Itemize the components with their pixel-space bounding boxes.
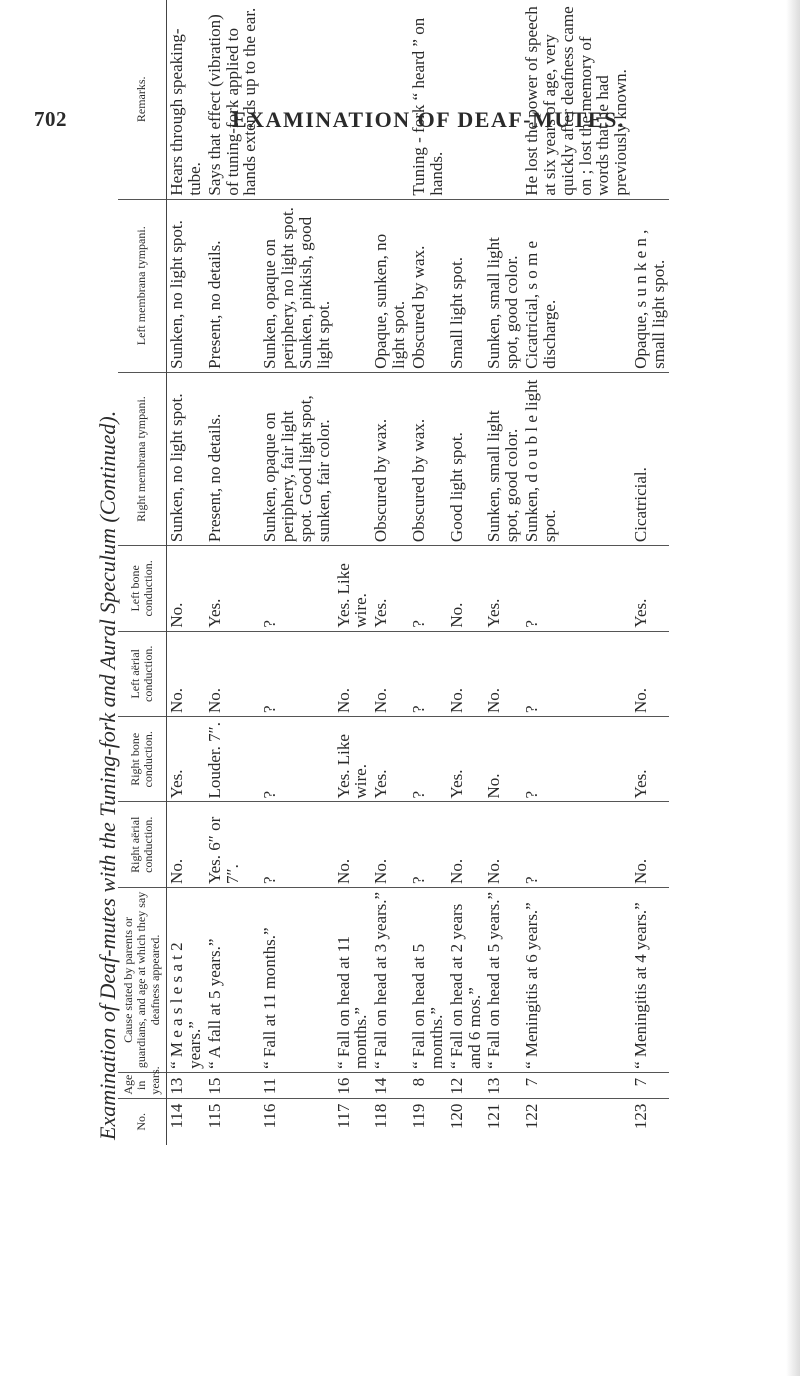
cell-left-membrana: Opaque, s u n k e n , small light spot.	[631, 199, 669, 372]
col-header-cause: Cause stated by parents or guardians, and age at which they say deafness appeared.	[118, 887, 167, 1072]
cell-left-membrana: Sunken, small light spot, good color.	[484, 199, 522, 372]
col-header-left-bone: Left bone conduction.	[118, 546, 167, 631]
cell-right-aerial: No.	[371, 802, 409, 887]
cell-remarks: Says that effect (vibration) of tuning-fork applied to hands extends up to the ear.	[205, 0, 261, 199]
col-header-right-bone: Right bone conduction.	[118, 717, 167, 802]
cell-age: 8	[409, 1072, 447, 1098]
cell-no: 119	[408, 1103, 428, 1129]
cell-right-membrana: Present, no details.	[205, 372, 261, 545]
cell-right-aerial: No.	[484, 802, 522, 887]
cell-left-aerial: No.	[631, 631, 669, 716]
table-row	[522, 0, 631, 1145]
table-body	[167, 0, 669, 1145]
table-title: Examination of Deaf-mutes with the Tuning-fork and Aural Speculum (Continued).	[95, 410, 120, 1140]
cell-remarks	[371, 0, 409, 199]
cell-right-bone: Yes. Like wire.	[334, 717, 372, 802]
cell-left-bone: ?	[522, 546, 631, 631]
cell-left-aerial: No.	[371, 631, 409, 716]
col-header-no: No.	[118, 1098, 167, 1145]
cell-right-bone: Yes.	[371, 717, 409, 802]
cell-left-aerial: No.	[167, 631, 205, 716]
cell-remarks	[447, 0, 485, 199]
table-row	[334, 0, 372, 1145]
table-row	[205, 0, 261, 1145]
cell-left-bone: No.	[447, 546, 485, 631]
page-number: 702	[34, 107, 67, 131]
cell-right-bone: Yes.	[447, 717, 485, 802]
rotated-table-block	[118, 0, 718, 1145]
cell-no: 116	[260, 1103, 280, 1129]
cell-right-membrana: Cicatricial.	[631, 372, 669, 545]
cell-left-aerial: ?	[522, 631, 631, 716]
cell-right-aerial: No.	[631, 802, 669, 887]
cell-cause: “ Meningitis at 4 years.”	[631, 887, 669, 1072]
cell-age: 13	[167, 1072, 205, 1098]
cell-age: 11	[260, 1072, 333, 1098]
cell-age: 7	[631, 1072, 669, 1098]
cell-right-aerial: ?	[522, 802, 631, 887]
cell-remarks	[484, 0, 522, 199]
cell-cause: “ Fall on head at 5 months.”	[409, 887, 447, 1072]
cell-right-aerial: Yes. 6″ or 7″.	[205, 802, 261, 887]
cell-left-aerial: No.	[484, 631, 522, 716]
cell-left-membrana: Present, no details.	[205, 199, 261, 372]
cell-left-bone: Yes.	[371, 546, 409, 631]
cell-no: 117	[333, 1103, 353, 1129]
cell-left-aerial: No.	[205, 631, 261, 716]
cell-right-bone: Louder. 7″.	[205, 717, 261, 802]
cell-right-membrana	[334, 372, 372, 545]
cell-no: 118	[371, 1103, 391, 1129]
cell-remarks	[260, 0, 333, 199]
cell-right-aerial: ?	[409, 802, 447, 887]
cell-remarks: He lost the power of speech at six years of age, very quickly after deafness came on ; lost the memory of words that he had previously known.	[522, 0, 631, 199]
cell-cause: “ Fall on head at 3 years.”	[371, 887, 409, 1072]
cell-cause: “ A fall at 5 years.”	[205, 887, 261, 1072]
col-header-age: Age in years.	[118, 1072, 167, 1098]
table-row	[167, 0, 205, 1145]
cell-left-membrana: Sunken, no light spot.	[167, 199, 205, 372]
col-header-right-membrana: Right membrana tympani.	[118, 372, 167, 545]
cell-cause: “ Fall at 11 months.”	[260, 887, 333, 1072]
cell-right-membrana: Obscured by wax.	[371, 372, 409, 545]
cell-left-bone: Yes.	[631, 546, 669, 631]
col-header-left-aerial: Left aërial conduction.	[118, 631, 167, 716]
cell-cause: “ Fall on head at 2 years and 6 mos.”	[447, 887, 485, 1072]
cell-remarks: Hears through speaking-tube.	[167, 0, 205, 199]
table-row	[484, 0, 522, 1145]
header-row	[118, 0, 167, 1145]
table-row	[260, 0, 333, 1145]
running-head: EXAMINATION OF DEAF-MUTES.	[232, 107, 625, 132]
cell-cause: “ Meningitis at 6 years.”	[522, 887, 631, 1072]
cell-right-membrana: Sunken, no light spot.	[167, 372, 205, 545]
cell-right-bone: ?	[409, 717, 447, 802]
cell-right-aerial: No.	[334, 802, 372, 887]
cell-left-bone: ?	[260, 546, 333, 631]
cell-age: 14	[371, 1072, 409, 1098]
cell-no: 114	[167, 1103, 186, 1129]
cell-left-membrana: Cicatricial, s o m e discharge.	[522, 199, 631, 372]
cell-left-bone: Yes.	[484, 546, 522, 631]
table-row	[631, 0, 669, 1145]
cell-left-membrana: Sunken, opaque on periphery, no light spot. Sunken, pinkish, good light spot.	[260, 199, 333, 372]
cell-cause: “ Fall on head at 11 months.”	[334, 887, 372, 1072]
examination-table	[118, 0, 669, 1145]
cell-right-membrana: Good light spot.	[447, 372, 485, 545]
cell-left-aerial: ?	[409, 631, 447, 716]
cell-remarks: Tuning - fork “ heard ” on hands.	[409, 0, 447, 199]
cell-right-membrana: Sunken, d o u b l e light spot.	[522, 372, 631, 545]
cell-no: 115	[204, 1103, 224, 1129]
cell-left-aerial: ?	[260, 631, 333, 716]
cell-age: 12	[447, 1072, 485, 1098]
cell-no: 123	[631, 1103, 651, 1130]
cell-left-membrana: Small light spot.	[447, 199, 485, 372]
cell-age: 15	[205, 1072, 261, 1098]
cell-right-aerial: ?	[260, 802, 333, 887]
cell-left-bone: Yes.	[205, 546, 261, 631]
cell-left-bone: ?	[409, 546, 447, 631]
col-header-left-membrana: Left membrana tympani.	[118, 199, 167, 372]
cell-cause: “ M e a s l e s a t 2 years.”	[167, 887, 205, 1072]
cell-remarks	[334, 0, 372, 199]
cell-no: 121	[484, 1103, 504, 1130]
cell-left-bone: Yes. Like wire.	[334, 546, 372, 631]
table-row	[409, 0, 447, 1145]
cell-left-membrana: Opaque, sunken, no light spot.	[371, 199, 409, 372]
cell-remarks	[631, 0, 669, 199]
cell-right-membrana: Sunken, small light spot, good color.	[484, 372, 522, 545]
cell-left-aerial: No.	[447, 631, 485, 716]
cell-left-bone: No.	[167, 546, 205, 631]
cell-left-membrana	[334, 199, 372, 372]
cell-right-bone: ?	[260, 717, 333, 802]
cell-right-bone: Yes.	[167, 717, 205, 802]
col-header-remarks: Remarks.	[118, 0, 167, 199]
page-edge-shadow	[786, 0, 800, 1376]
cell-right-bone: ?	[522, 717, 631, 802]
table-row	[447, 0, 485, 1145]
cell-right-aerial: No.	[447, 802, 485, 887]
cell-age: 16	[334, 1072, 372, 1098]
cell-cause: “ Fall on head at 5 years.”	[484, 887, 522, 1072]
col-header-right-aerial: Right aërial conduction.	[118, 802, 167, 887]
cell-age: 7	[522, 1072, 631, 1098]
cell-right-bone: No.	[484, 717, 522, 802]
cell-right-membrana: Obscured by wax.	[409, 372, 447, 545]
cell-age: 13	[484, 1072, 522, 1098]
cell-right-membrana: Sunken, opaque on periphery, fair light spot. Good light spot, sunken, fair color.	[260, 372, 333, 545]
table-row	[371, 0, 409, 1145]
cell-left-membrana: Obscured by wax.	[409, 199, 447, 372]
cell-no: 120	[446, 1103, 466, 1130]
cell-right-aerial: No.	[167, 802, 205, 887]
cell-no: 122	[522, 1103, 542, 1130]
cell-left-aerial: No.	[334, 631, 372, 716]
cell-right-bone: Yes.	[631, 717, 669, 802]
